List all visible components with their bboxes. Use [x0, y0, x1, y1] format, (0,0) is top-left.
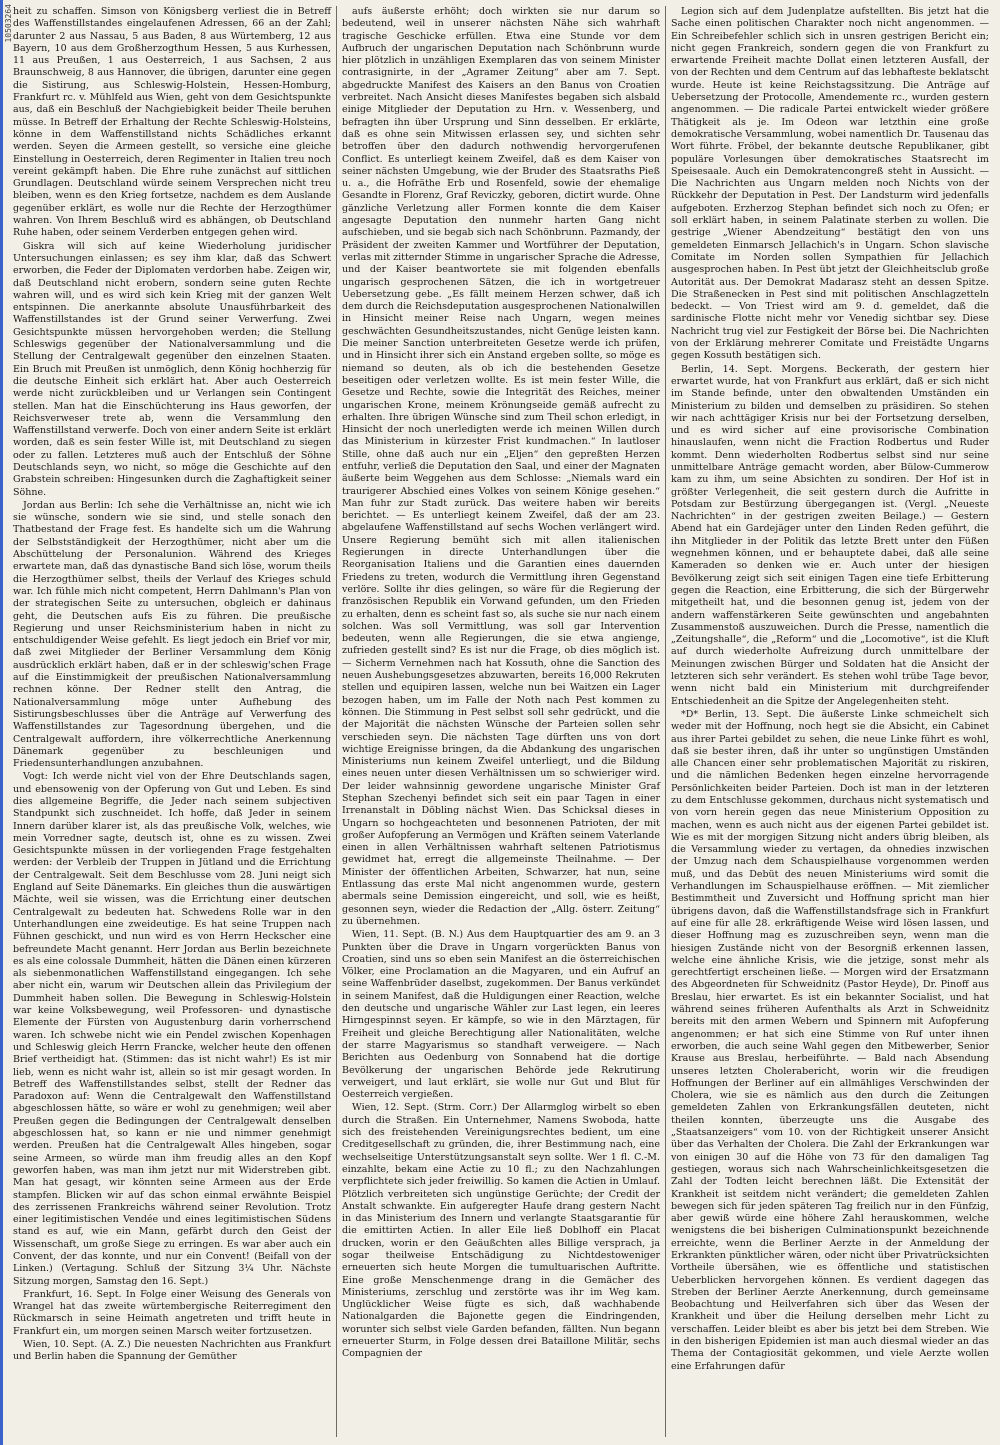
column-1: [8, 6, 336, 1437]
article-paragraph: Wien, 12. Sept. (Strm. Corr.) Der Allarmglog wirbelt so eben durch die Straßen. Ein Unternehmer, Namens Swoboda, hatte sich des freistehenden Vereinigungsrechtes bedient, um eine Creditgesellschaft zu gründen, die, ihrer Bestimmung nach, eine wechselseitige Unterstützungsanstalt seyn sollte. Wer 1 fl. C.-M. einzahlte, bekam eine Actie zu 10 fl.; zu den Nachzahlungen verpflichtete sich jeder freiwillig. So kamen die Actien in Umlauf. Plötzlich verbreiteten sich ungünstige Gerüchte; der Credit der Anstalt schwankte. Ein aufgeregter Haufe drang gestern Nacht in das Ministerium des Innern und verlangte Staatsgarantie für die emittirten Actien. In aller Eile ließ Doblhoff ein Placat drucken, worin er den Geäußchten alles Billige versprach, ja sogar theilweise Entschädigung zu Nichtdestoweniger erneuerten sich heute Morgen die tumultuarischen Auftritte. Eine große Menschenmenge drang in die Gemächer des Ministeriums, zerschlug und zerstörte was ihr im Weg kam. Unglücklicher Weise fügte es sich, daß wachhabende Nationalgarden die Bajonette gegen die Eindringenden, worunter sich selbst viele Garden befanden, fällten. Nun begann erneuerter Sturm, in Folge dessen drei Bataillone Militär, sechs Compagnien der: [342, 1102, 660, 1360]
newspaper-columns: [8, 6, 994, 1437]
article-paragraph: *D* Berlin, 13. Sept. Die äußerste Linke schmeichelt sich weder mit der Hoffnung, noch hegt sie die Absicht, ein Cabinet aus ihrer Partei gebildet zu sehen, die neue Linke führt es wohl, daß sie bester ihren, daß ihr unter so ungünstigen Umständen alle Chancen einer sehr problematischen Majorität zu riskiren, und die nämlichen Bedenken hegen einzelne hervorragende Persönlichkeiten beider Parteien. Doch ist man in der letzteren zu dem Entschlusse gekommen, durchaus nicht systematisch und von vorn herein gegen das neue Ministerium Opposition zu machen, wenn es auch nicht aus der eigenen Partei gebildet ist. Wie es mit der morgigen Sitzung nicht anders übrig bleiben, als die Versammlung wieder zu vertagen, da ohnedies inzwischen der Umzug nach dem Schauspielhause vorgenommen werden muß, und das Debüt des neuen Ministeriums wird somit die Verhandlungen im Schauspielhause eröffnen. — Mit ziemlicher Bestimmtheit und Zuversicht und Hoffnung spricht man hier übrigens davon, daß die Waffenstillstandsfrage sich in Frankfurt auf eine für alle 28. erkräftigende Weise wird lösen lassen, und dieser Hoffnung mag es zuzuschreiben seyn, wenn man die hiesigen Zustände nicht von der Besorgniß erkennen lassen, welche eine ähnliche Krisis, wie die jetzige, sonst mehr als gerechtfertigt erscheinen ließe. — Morgen wird der Ersatzmann des Abgeordneten für Schweidnitz (Pastor Heyde), Dr. Pinoff aus Breslau, hier erwartet. Es ist ein bekannter Socialist, und hat während seines früheren Aufenthalts als Arzt in Schweidnitz bereits mit den armen Webern und Spinnern mit Aufopferung angenommen; er hat sich eine Stimme von Ruf unter ihnen erworben, die auch seine Wahl gegen den Mitbewerber, Senior Krause aus Breslau, herbeiführte. — Bald nach Absendung unseres letzten Cholerabericht, worin wir die freudigen Hoffnungen der Berliner auf ein allmähliges Verschwinden der Cholera, wie sie es nämlich aus den durch die Zeitungen gemeldeten Zahlen von Erkrankungsfällen deuteten, nicht theilen konnten, überzeugte uns die Ausgabe des „Staatsanzeigers“ vom 10. von der Richtigkeit unserer Ansicht über das Verhalten der Cholera. Die Zahl der Erkrankungen war von einigen 30 auf die Höhe von 73 für den damaligen Tag gestiegen, woraus sich nach Wahrscheinlichkeitsgesetzen die Zahl der Todten leicht berechnen läßt. Die Extensität der Krankheit ist seitdem nicht verändert; die gemeldeten Zahlen bewegen sich für jeden späteren Tag freilich nur in den Fünfzig, aber gewiß würde eine höhere Zahl herauskommen, welche wenigstens die bei bisherigen Culminationspunkt bezeichnende erreichte, wenn die Berliner Aerzte in der Anmeldung der Erkrankten pünktlicher wären, oder nicht über Privatrücksichten Vortheile übersähen, wie es öffentliche und statistischen Ueberblicken hervorgehen können. Es verdient dagegen das Streben der Berliner Aerzte Anerkennung, durch gemeinsame Beobachtung und Heilverfahren sich über das Wesen der Krankheit und über die Heilung derselben mehr Licht zu verschaffen. Leider bleibt es aber bis jetzt bei dem Streben. Wie in den bisherigen Epidemien ist man auch diesmal wieder an das Thema der Contagiosität gekommen, und viele Aerzte wollen eine Erfahrungen dafür: [671, 708, 989, 1372]
article-paragraph: Giskra will sich auf keine Wiederholung juridischer Untersuchungen einlassen; es sey ihm klar, daß das Schwert erworben, die Feder der Diplomaten verdorben habe. Zeigen wir, daß Deutschland nicht erobern, sondern seine guten Rechte wahren will, und es wird sich kein Krieg mit der ganzen Welt entspinnen. Die anerkannte absolute Unausführbarkeit des Waffenstillstandes ist der Grund seiner Verwerfung. Zwei Gesichtspunkte müssen hervorgehoben werden; die Stellung Schleswigs gegenüber der Nationalversammlung und die Stellung der Centralgewalt gegenüber den einzelnen Staaten. Ein Bruch mit Preußen ist unmöglich, denn König hochherzig für die deutsche Einheit sich erklärt hat. Aber auch Oesterreich werde nicht zurückbleiben und ur Verlangen sein Contingent stellen. Man hat die Einschüchterung ins Haus geworfen, der Reichsverweser trete ab, wenn die Versammlung den Waffenstillstand verwerfe. Doch von einer andern Seite ist erklärt worden, daß es sein fester Wille ist, mit Deutschland zu siegen oder zu fallen. Letzteres muß auch der Entschluß der Söhne Deutschlands seyn, wo nicht, so möge die Geschichte auf den Grabstein schreiben: Hingesunken durch die Zaghaftigkeit seiner Söhne.: [13, 240, 331, 498]
article-paragraph: heit zu schaffen. Simson von Königsberg verliest die in Betreff des Waffenstillstandes eingelaufenen Adressen, 66 an der Zahl; darunter 2 aus Nassau, 5 aus Baden, 8 aus Würtemberg, 12 aus Bayern, 10 aus dem Großherzogthum Hessen, 5 aus Kurhessen, 11 aus Preußen, 1 aus Oesterreich, 1 aus Sachsen, 2 aus Braunschweig, 8 aus Hannover, die übrigen, darunter eine gegen die Sistirung, aus Schleswig-Holstein, Hessen-Homburg, Frankfurt rc. v. Mühlfeld aus Wien, geht von dem Gesichtspunkte aus, daß ein Beschluß der Nachgiebigkeit beider Theile beruhen müsse. In Betreff der Erhaltung der Rechte Schleswig-Holsteins, könne in dem Waffenstillstand nichts Schädliches erkannt werden. Seyen die Armeen gestellt, so versiche eine gleiche Einstellung in Oesterreich, deren Regimenter in Italien treu noch vereint gekämpft haben. Die Ehre ruhe zunächst auf sittlichen Grundlagen. Deutschland würde seinem Versprechen nicht treu bleiben, wenn es den Krieg fortsetze, nachdem es dem Auslande gegenüber erklärt, es wolle nur die Rechte der Herzogthümer wahren. Von Ihrem Beschluß wird es abhängen, ob Deutschland Ruhe haben, oder seinem Verderben entgegen gehen wird.: [13, 6, 331, 239]
article-paragraph: Frankfurt, 16. Sept. In Folge einer Weisung des Generals von Wrangel hat das zweite würtembergische Reiterregiment den Rückmarsch in seine Heimath angetreten und trifft heute in Frankfurt ein, um morgen seinen Marsch weiter fortzusetzen.: [13, 1288, 331, 1337]
article-paragraph: Jordan aus Berlin: Ich sehe die Verhältnisse an, nicht wie ich sie wünsche, sondern wie sie sind, und stelle sonach den Thatbestand der Frage fest. Es handelte sich um die Wahrung der Selbstständigkeit der Herzogthümer, nicht aber um die Abschüttelung der Personalunion. Während des Krieges erwartete man, daß das dynastische Band sich löse, worum theils die Herzogthümer selbst, theils der Verlauf des Krieges schuld war. Ich fühle mich nicht competent, Herrn Dahlmann's Plan von der strategischen Seite zu untersuchen, obgleich er dahinaus geht, die Deutschen aufs Eis zu führen. Die preußische Regierung und unser Reichsministerium haben in nicht zu entschuldigender Weise gefehlt. Es liegt jedoch ein Brief vor mir, daß zwei Mitglieder der Berliner Versammlung dem König ausdrücklich erklärt haben, daß er in der schleswig'schen Frage auf die Einstimmigkeit der preußischen Nationalversammlung rechnen könne. Der Redner stellt den Antrag, die Nationalversammlung möge unter Aufhebung des Sistirungsbeschlusses über die Anträge auf Verwerfung des Waffenstillstandes zur Tagesordnung übergehen, und die Centralgewalt auffordern, ihre völkerrechtliche Anerkennung Dänemark gegenüber zu beschleunigen und Friedensunterhandlungen anzubahnen.: [13, 499, 331, 770]
article-paragraph: Vogt: Ich werde nicht viel von der Ehre Deutschlands sagen, und ebensowenig von der Opferung von Gut und Leben. Es sind dies allgemeine Begriffe, die Jeder nach seinem subjectiven Standpunkt sich zuschneidet. Ich hoffe, daß Jeder in seinem Innern darüber klarer ist, als das preußische Volk, welches, wie mein Vorredner sagte, deutsch ist, ohne es zu wissen. Zwei Gesichtspunkte müssen in der vorliegenden Frage festgehalten werden: der Verbleib der Truppen in Jütland und die Errichtung der Centralgewalt. Seit dem Beschlusse vom 28. Juni neigt sich England auf Seite Dänemarks. Ein gleiches thun die auswärtigen Mächte, weil sie wissen, was die Errichtung einer deutschen Centralgewalt zu bedeuten hat. Schwedens Rolle war in den Unterhandlungen eine zweideutige. Es hat seine Truppen nach Fühnen geschickt, und nun wird es von Herrn Heckscher eine befreundete Macht genannt. Herr Jordan aus Berlin bezeichnete es als eine colossale Dummheit, hätten die Dänen einen kürzeren als siebenmonatlichen Waffenstillstand eingegangen. Ich sehe aber nicht ein, warum wir Deutschen allein das Privilegium der Dummheit haben sollen. Die Bewegung in Schleswig-Holstein war keine Volksbewegung, weil Professoren- und dynastische Elemente der Fürsten von Augustenburg darin vorherrschend waren. Ich schwebe nicht wie ein Pendel zwischen Kopenhagen und Schleswig gleich Herrn Francke, welcher heute den offenen Brief vertheidigt hat. (Stimmen: das ist nicht wahr!) Es ist mir lieb, wenn es nicht wahr ist, allein so ist mir gesagt worden. In Betreff des Waffenstillstandes selbst, stellt der Redner das Paradoxon auf: Wenn die Centralgewalt den Waffenstillstand abgeschlossen hätte, so wäre er wohl zu genehmigen; weil aber Preußen gegen die Bedingungen der Centralgewalt denselben abgeschlossen hat, so kann er nie und nimmer genehmigt werden. Preußen hat die Centralgewalt Alles hingeben, sogar seine Armeen, so würde man ihm freudig alles an den Kopf geworfen haben, was man ihm jetzt nur mit Widerstreben gibt. Man hat gesagt, wir könnten seine Armeen aus der Erde stampfen. Blicken wir auf das schon einmal erwähnte Beispiel des zerrissenen Frankreichs während seiner Revolution. Trotz einer legitimistischen Vendée und eines legitimistischen Südens stand es auf, wie ein Mann, gefärbt durch den Geist der Wissenschaft, um große Siege zu erringen. Es war aber auch ein Convent, der das konnte, und nur ein Convent! (Beifall von der Linken.) (Vertagung. Schluß der Sitzung 3¼ Uhr. Nächste Sitzung morgen, Samstag den 16. Sept.): [13, 771, 331, 1287]
article-paragraph: Wien, 10. Sept. (A. Z.) Die neuesten Nachrichten aus Frankfurt und Berlin haben die Spannung der Gemüther: [13, 1339, 331, 1363]
article-paragraph: Wien, 11. Sept. (B. N.) Aus dem Hauptquartier des am 9. an 3 Punkten über die Drave in Ungarn vorgerückten Banus von Croatien, sind uns so eben sein Manifest an die österreichischen Völker, eine Proclamation an die Magyaren, und ein Aufruf an seine Waffenbrüder daselbst, zugekommen. Der Banus verkündet in seinem Manifest, daß die Huldigungen einer Reaction, welche den deutsche und ungarische Wähler zur Last legen, ein leeres Hirngespinnst seyen. Er kämpfe, so wie in den Märztagen, für Freiheit und gleiche Berechtigung aller Nationalitäten, welche der starre Magyarismus so standhaft verweigere. — Nach Berichten aus Oedenburg von Sonnabend hat die dortige Bevölkerung der ungarischen Behörde jede Rekrutirung verweigert, und laut erklärt, sie wolle nur Gut und Blut für Oesterreich vergießen.: [342, 929, 660, 1101]
article-paragraph: aufs äußerste erhöht; doch wirkten sie nur darum so bedeutend, weil in unserer nächsten Nähe sich wahrhaft tragische Geschicke erfüllen. Etwa eine Stunde vor dem Aufbruch der ungarischen Deputation nach Schönbrunn wurde hier plötzlich in unzähligen Exemplaren das von seinem Minister contrasignirte, in der „Agramer Zeitung“ aber am 7. Sept. abgedruckte Manifest des Kaisers an den Banus von Croatien verbreitet. Nach Ansicht dieses Manifestes begaben sich alsbald einige Mitglieder der Deputation zu Hrn. v. Wessenberg, und befragten ihn über Ursprung und Sinn desselben. Er erklärte, daß es ohne sein Mitwissen erlassen sey, und sichten sehr betroffen über den dadurch nothwendig hervorgerufenen Conflict. Es unterliegt keinem Zweifel, daß es dem Kaiser von seiner nächsten Umgebung, wie der Bruder des Staatsraths Pieß u. a., die Hofräthe Erb und Rosenfeld, sowie der ehemalige Gesandte in Florenz, Graf Reviczky, geboren, dictirt wurde. Ohne gänzliche Verletzung aller Formen konnte die dem Kaiser angesagte Deputation den nunmehr harten Gang nicht aufschieben, und sie begab sich nach Schönbrunn. Pazmandy, der Präsident der zweiten Kammer und Wortführer der Deputation, verlas mit zitternder Stimme in ungarischer Sprache die Adresse, und der Kaiser beantwortete sie mit folgenden ebenfalls ungarisch gesprochenen Sätzen, die ich in wortgetreuer Uebersetzung gebe. „Es fällt meinem Herzen schwer, daß ich dem durch die Reichsdeputation ausgesprochenen Nationalwillen in Hinsicht meiner Reise nach Ungarn, wegen meines geschwächten Gesundheitszustandes, nicht Genüge leisten kann. Die meiner Sanction unterbreiteten Gesetze werde ich prüfen, und in Hinsicht ihrer sich ein Anstand ergeben sollte, so möge es niemand so deuten, als ob ich die bestehenden Gesetze beseitigen oder verletzen wollte. Es ist mein fester Wille, die Gesetze und Rechte, sowie die Integrität des Reiches, meiner ungarischen Krone, meinem Krönungseide gemäß aufrecht zu erhalten. Ihre übrigen Wünsche sind zum Theil schon erledigt, in Hinsicht der noch unerledigten werde ich meinen Willen durch das Ministerium in kürzester Frist kundmachen.“ In lautloser Stille, ohne daß auch nur ein „Eljen“ den gepreßten Herzen entfuhr, verließ die Deputation den Saal, und einer der Magnaten äußerte beim Weggehen aus dem Schlosse: „Niemals ward ein traurigerer Abschied eines Volkes von seinem Könige gesehen.“ Man fuhr zur Stadt zurück. Das weitere haben wir bereits berichtet. — Es unterliegt keinem Zweifel, daß der am 23. abgelaufene Waffenstillstand auf sechs Wochen verlängert wird. Unsere Regierung bemüht sich mit allen italienischen Regierungen in directe Unterhandlungen über die Reorganisation Italiens und die Garantien eines dauernden Friedens zu treten, wodurch die Vermittlung ihren Gegenstand verlöre. Sollte ihr dies gelingen, so wäre für die Regierung der französischen Republik ein Vorwand gefunden, um den Frieden zu erhalten, denn es scheint fast so, als suche sie nur nach einem solchen. Was soll Vermittlung, was soll gar Intervention bedeuten, wenn alle Regierungen, die sie etwa angienge, zufrieden gestellt sind? Es ist nur die Frage, ob dies möglich ist. — Sicherm Vernehmen nach hat Kossuth, ohne die Sanction des neuen Aushebungsgesetzes abzuwarten, bereits 16,000 Rekruten stellen und equipiren lassen, welche nun bei Waitzen ein Lager bezogen haben, um im Falle der Noth nach Pest kommen zu können. Die Stimmung in Pest selbst soll sehr gedrückt, und die der Majorität die nächsten Wünsche der Parteien sollen sehr verschieden seyn. Die nächsten Tage dürften uns von dort wichtige Ereignisse bringen, da die Abdankung des ungarischen Ministeriums nun keinem Zweifel unterliegt, und die Bildung eines neuen unter diesen Verhältnissen um so schwieriger wird. Der leider wahnsinnig gewordene ungarische Minister Graf Stephan Szechenyi befindet sich seit ein paar Tagen in einer Irrenanstalt in Döbling nächst Wien. Das Schicksal dieses in Ungarn so hochgeachteten und besonnenen Patrioten, der mit großer Aufopferung an Vermögen und Kräften seinem Vaterlande einen in allen Verhältnissen wahrhaft seltenen Patriotismus gewidmet hat, erregt die allgemeinste Theilnahme. — Der Minister der öffentlichen Arbeiten, Schwarzer, hat nun, seine Entlassung das erste Mal nicht angenommen wurde, gestern abermals seine Demission eingereicht, und soll, wie es heißt, gesonnen seyn, wieder die Redaction der „Allg. österr. Zeitung“ zu übernehmen.: [342, 6, 660, 927]
article-paragraph: Legion sich auf dem Judenplatze aufstellten. Bis jetzt hat die Sache einen politischen Charakter noch nicht angenommen. — Ein Schreibefehler schlich sich in unsren gestrigen Bericht ein; nicht gegen Frankreich, sondern gegen die von Frankfurt zu erwartende Freiheit machte Dollat einen letzteren Ausfall, der von der Rechten und dem Centrum auf das lebhafteste beklatscht wurde. Heute ist keine Reichstagssitzung. Die Anträge auf Uebersetzung der Protocolle, Amendemente rc., wurden gestern angenommen. — Die radicale Partei entwickelt wieder größere Thätigkeit als je. Im Odeon war letzthin eine große demokratische Versammlung, wobei namentlich Dr. Tausenau das Wort führte. Fröbel, der bekannte deutsche Republikaner, gibt populäre Vorlesungen über demokratisches Staatsrecht im Speisesaale. Auch ein Demokratencongreß steht in Aussicht. — Die Nachrichten aus Ungarn melden noch Nichts von der Rückkehr der Deputation in Pest. Der Landsturm wird jedenfalls aufgeboten. Erzherzog Stephan befindet sich noch zu Ofen; er soll erklärt haben, in seinem Palatinate sterben zu wollen. Die gestrige „Wiener Abendzeitung“ bestätigt den von uns gemeldeten Einmarsch Jellachich's in Ungarn. Schon slavische Comitate im Norden sollen Sympathien für Jellachich ausgesprochen haben. In Pest übt jetzt der Gleichheitsclub große Autorität aus. Der Demokrat Madarasz steht an dessen Spitze. Die Straßenecken in Pest sind mit politischen Anschlagzetteln bedeckt. — Von Triest wird am 9. d. gemeldet, daß die sardinische Flotte nicht mehr vor Venedig sichtbar sey. Diese Nachricht trug viel zur Festigkeit der Börse bei. Die Nachrichten von der Erklärung mehrerer Comitate und Freistädte Ungarns gegen Kossuth bestätigen sich.: [671, 6, 989, 362]
column-2: [336, 6, 665, 1437]
column-3: [665, 6, 994, 1437]
page-id-label: 10503264: [4, 4, 13, 43]
scan-edge: [0, 0, 3, 1445]
article-paragraph: Berlin, 14. Sept. Morgens. Beckerath, der gestern hier erwartet wurde, hat von Frankfurt aus erklärt, daß er sich nicht im Stande befinde, unter den obwaltenden Umständen ein Ministerium zu bilden und demselben zu präsidiren. So stehen wir nach achttägiger Krisis nur bei der Fortsetzung derselben, und es wird sicher auf eine provisorische Combination hinauslaufen, wenn nicht die Fraction Rodbertus und Ruder kommt. Denn wiederholten Rodbertus selbst sind nur seine unmittelbare Anträge gemacht worden, aber Bülow-Cummerow kam zu ihm, um seine Absichten zu sondiren. Der Hof ist in größter Verlegenheit, die seit gestern durch die Aufritte in Potsdam zur Bestürzung übergegangen ist. (Vergl. „Neueste Nachrichten“ in der gestrigen zweiten Beilage.) — Gestern Abend hat ein Gardejäger unter den Linden Reden geführt, die ihn Mitglieder in der Politik das letzte Brett unter den Füßen wegnehmen können, und er behauptete dabei, daß alle seine Kameraden so denken wie er. Auch unter der hiesigen Bevölkerung zeigt sich seit einigen Tagen eine tiefe Erbitterung gegen die Reaction, eine Erbitterung, die sich der Bürgerwehr mitgetheilt hat, und die besonnen genug ist, jedem von der andern waffenstärkeren Seite gewünschten und angebahnten Zusammenstoß auszuweichen. Durch die Presse, namentlich die „Zeitungshalle“, die „Reform“ und die „Locomotive“, ist die Kluft auf durch wiederholte Aufreizung durch unmittelbare der Meinungen zwischen Bürger und Soldaten hat die Ansicht der letzteren sich sehr verändert. Es stehen wohl trübe Tage bevor, wenn nicht bald ein Ministerium mit durchgreifender Entschiedenheit an die Spitze der Angelegenheiten steht.: [671, 363, 989, 707]
